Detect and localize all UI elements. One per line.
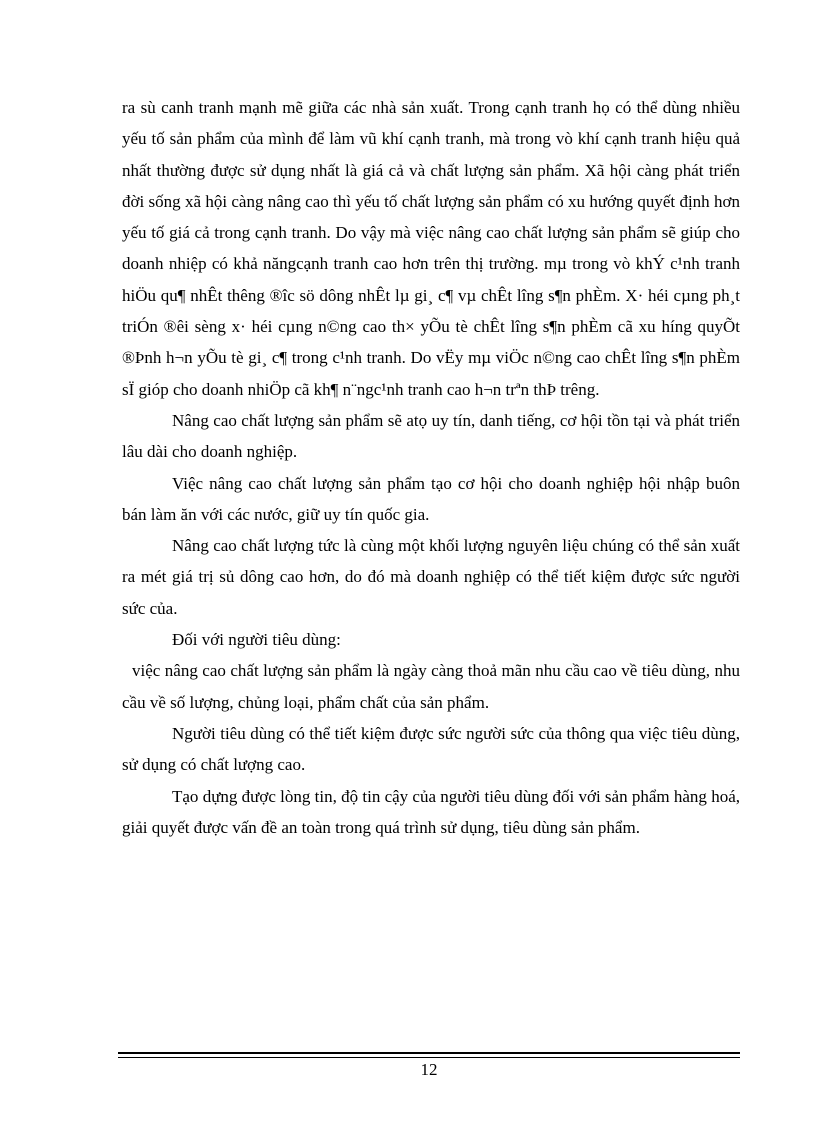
paragraph-savings: Nâng cao chất lượng tức là cùng một khối lượng nguyên liệu chúng có thể sản xuất ra mét giá trị sủ dông cao hơn, do đó mà doanh nghiệp có thể tiết kiệm được sức người sức của.: [122, 536, 740, 618]
body-text: [122, 92, 740, 843]
paragraph-continuation: ra sù canh tranh mạnh mẽ giữa các nhà sản xuất. Trong cạnh tranh họ có thể dùng nhiều yếu tố sản phẩm của mình để làm vũ khí cạnh tranh, mà trong vò khí cạnh tranh hiệu quả nhất thường được sử dụng nhất là giá cả và chất lượng sản phẩm. Xã hội càng phát triển đời sống xã hội càng nâng cao thì yếu tố chất lượng sản phẩm có xu hướng quyết định hơn yếu tố giá cả trong cạnh tranh. Do vậy mà việc nâng cao chất lượng sản phẩm sẽ giúp cho doanh nhiệp có khả năngcạnh tranh cao hơn trên thị trường. mµ trong vò khÝ c¹nh tranh hiÖu qu¶ nhÊt thêng ®îc sö dông nhÊt lµ gi¸ c¶ vµ chÊt lîng s¶n phÈm. X· héi cµng ph¸t triÓn ®êi sèng x· héi cµng n©ng cao th× yÕu tè chÊt lîng s¶n phÈm cã xu híng quyÕt ®Þnh h¬n yÕu tè gi¸ c¶ trong c¹nh tranh. Do vËy mµ viÖc n©ng cao chÊt lîng s¶n phÈm sÏ gióp cho doanh nhiÖp cã kh¶ n¨ngc¹nh tranh cao h¬n trªn thÞ trêng.: [122, 98, 740, 399]
paragraph-consumer-trust: Tạo dựng được lòng tin, độ tin cậy của người tiêu dùng đối với sản phẩm hàng hoá, giải quyết được vấn đề an toàn trong quá trình sử dụng, tiêu dùng sản phẩm.: [122, 786, 740, 837]
paragraph-consumer-heading: Đối với người tiêu dùng:: [172, 630, 341, 650]
paragraph-reputation: Nâng cao chất lượng sản phẩm sẽ atọ uy tín, danh tiếng, cơ hội tồn tại và phát triển lâu dài cho doanh nghiệp.: [122, 410, 740, 462]
paragraph-integration: Việc nâng cao chất lượng sản phẩm tạo cơ hội cho doanh nghiệp hội nhập buôn bán làm ăn với các nước, giữ uy tín quốc gia.: [122, 473, 740, 524]
page-number: 12: [420, 1060, 438, 1079]
footer-divider-thin: [118, 1057, 740, 1058]
footer-divider-thick: [118, 1052, 740, 1054]
paragraph-consumer-needs: việc nâng cao chất lượng sản phẩm là ngày càng thoả mãn nhu cầu cao về tiêu dùng, nhu cầu về số lượng, chủng loại, phẩm chất của sản phẩm.: [122, 661, 740, 712]
paragraph-consumer-savings: Người tiêu dùng có thể tiết kiệm được sức người sức của thông qua việc tiêu dùng, sử dụng có chất lượng cao.: [122, 723, 740, 775]
